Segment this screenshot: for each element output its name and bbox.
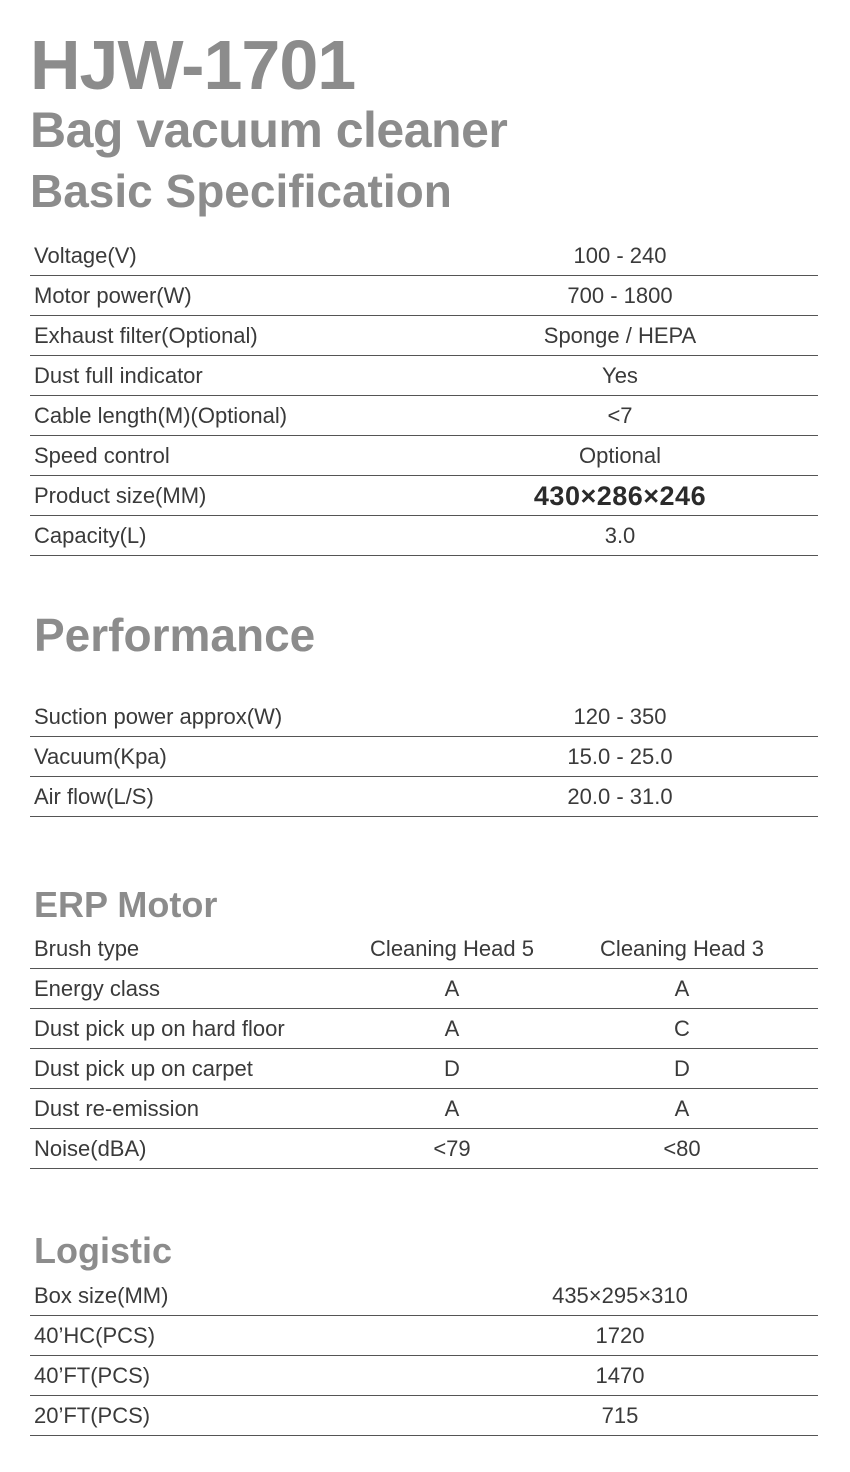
column-header: Cleaning Head 3 bbox=[600, 936, 764, 961]
table-row bbox=[30, 1089, 818, 1129]
spec-value: A bbox=[674, 976, 690, 1001]
spec-value: 3.0 bbox=[604, 523, 636, 548]
spec-label: Noise(dBA) bbox=[34, 1136, 147, 1161]
spec-value: 1720 bbox=[595, 1323, 645, 1348]
logistic-table bbox=[30, 1276, 818, 1436]
spec-label: Capacity(L) bbox=[34, 523, 147, 548]
spec-label: Brush type bbox=[34, 936, 140, 961]
spec-value: 100 - 240 bbox=[573, 243, 667, 268]
basic-spec-table bbox=[30, 236, 818, 556]
spec-label: Dust pick up on hard floor bbox=[34, 1016, 285, 1041]
table-row bbox=[30, 276, 818, 316]
table-row bbox=[30, 1276, 818, 1316]
model-title: HJW-1701 bbox=[30, 26, 356, 104]
spec-value: Sponge / HEPA bbox=[543, 323, 697, 348]
spec-label: Dust full indicator bbox=[34, 363, 203, 388]
spec-label: 40’FT(PCS) bbox=[34, 1363, 151, 1388]
logistic-heading: Logistic bbox=[34, 1230, 173, 1271]
table-row bbox=[30, 1316, 818, 1356]
spec-value: 700 - 1800 bbox=[567, 283, 673, 308]
spec-value: Optional bbox=[579, 443, 661, 468]
column-header: Cleaning Head 5 bbox=[370, 936, 534, 961]
table-row bbox=[30, 969, 818, 1009]
spec-label: Box size(MM) bbox=[34, 1283, 169, 1308]
table-row bbox=[30, 1129, 818, 1169]
spec-value: A bbox=[674, 1096, 690, 1121]
table-row bbox=[30, 516, 818, 556]
spec-value: A bbox=[444, 976, 460, 1001]
basic-spec-heading: Basic Specification bbox=[30, 165, 452, 217]
spec-value: 120 - 350 bbox=[573, 704, 667, 729]
table-row bbox=[30, 396, 818, 436]
spec-value: D bbox=[674, 1056, 690, 1081]
spec-value: D bbox=[444, 1056, 460, 1081]
spec-value: 430×286×246 bbox=[533, 481, 707, 511]
spec-label: Cable length(M)(Optional) bbox=[34, 403, 288, 428]
spec-label: 20’FT(PCS) bbox=[34, 1403, 151, 1428]
spec-value: <80 bbox=[663, 1136, 701, 1161]
erp-motor-table bbox=[30, 929, 818, 1169]
table-row bbox=[30, 1356, 818, 1396]
table-header-row bbox=[30, 929, 818, 969]
spec-label: Product size(MM) bbox=[34, 483, 207, 508]
spec-label: Air flow(L/S) bbox=[34, 784, 154, 809]
spec-value: A bbox=[444, 1096, 460, 1121]
spec-value: 715 bbox=[601, 1403, 639, 1428]
table-row bbox=[30, 1396, 818, 1436]
erp-motor-heading: ERP Motor bbox=[34, 884, 218, 925]
table-row bbox=[30, 356, 818, 396]
table-row bbox=[30, 1049, 818, 1089]
spec-label: Exhaust filter(Optional) bbox=[34, 323, 258, 348]
spec-label: Vacuum(Kpa) bbox=[34, 744, 167, 769]
table-row bbox=[30, 316, 818, 356]
spec-value: 15.0 - 25.0 bbox=[567, 744, 673, 769]
spec-value: 1470 bbox=[595, 1363, 645, 1388]
table-row bbox=[30, 436, 818, 476]
spec-value: C bbox=[674, 1016, 690, 1041]
spec-value: <7 bbox=[607, 403, 633, 428]
spec-value: 20.0 - 31.0 bbox=[567, 784, 673, 809]
spec-value: Yes bbox=[602, 363, 638, 388]
spec-label: Speed control bbox=[34, 443, 170, 468]
spec-label: 40’HC(PCS) bbox=[34, 1323, 156, 1348]
product-subtitle: Bag vacuum cleaner bbox=[30, 102, 508, 158]
table-row bbox=[30, 1009, 818, 1049]
spec-label: Energy class bbox=[34, 976, 160, 1001]
spec-label: Dust pick up on carpet bbox=[34, 1056, 253, 1081]
table-row bbox=[30, 236, 818, 276]
table-row bbox=[30, 777, 818, 817]
spec-label: Motor power(W) bbox=[34, 283, 192, 308]
spec-value: A bbox=[444, 1016, 460, 1041]
spec-value: <79 bbox=[433, 1136, 471, 1161]
spec-label: Dust re-emission bbox=[34, 1096, 200, 1121]
table-row bbox=[30, 697, 818, 737]
spec-label: Suction power approx(W) bbox=[34, 704, 283, 729]
table-row bbox=[30, 476, 818, 516]
spec-label: Voltage(V) bbox=[34, 243, 137, 268]
performance-heading: Performance bbox=[34, 609, 316, 661]
performance-table bbox=[30, 697, 818, 817]
table-row bbox=[30, 737, 818, 777]
spec-value: 435×295×310 bbox=[552, 1283, 688, 1308]
